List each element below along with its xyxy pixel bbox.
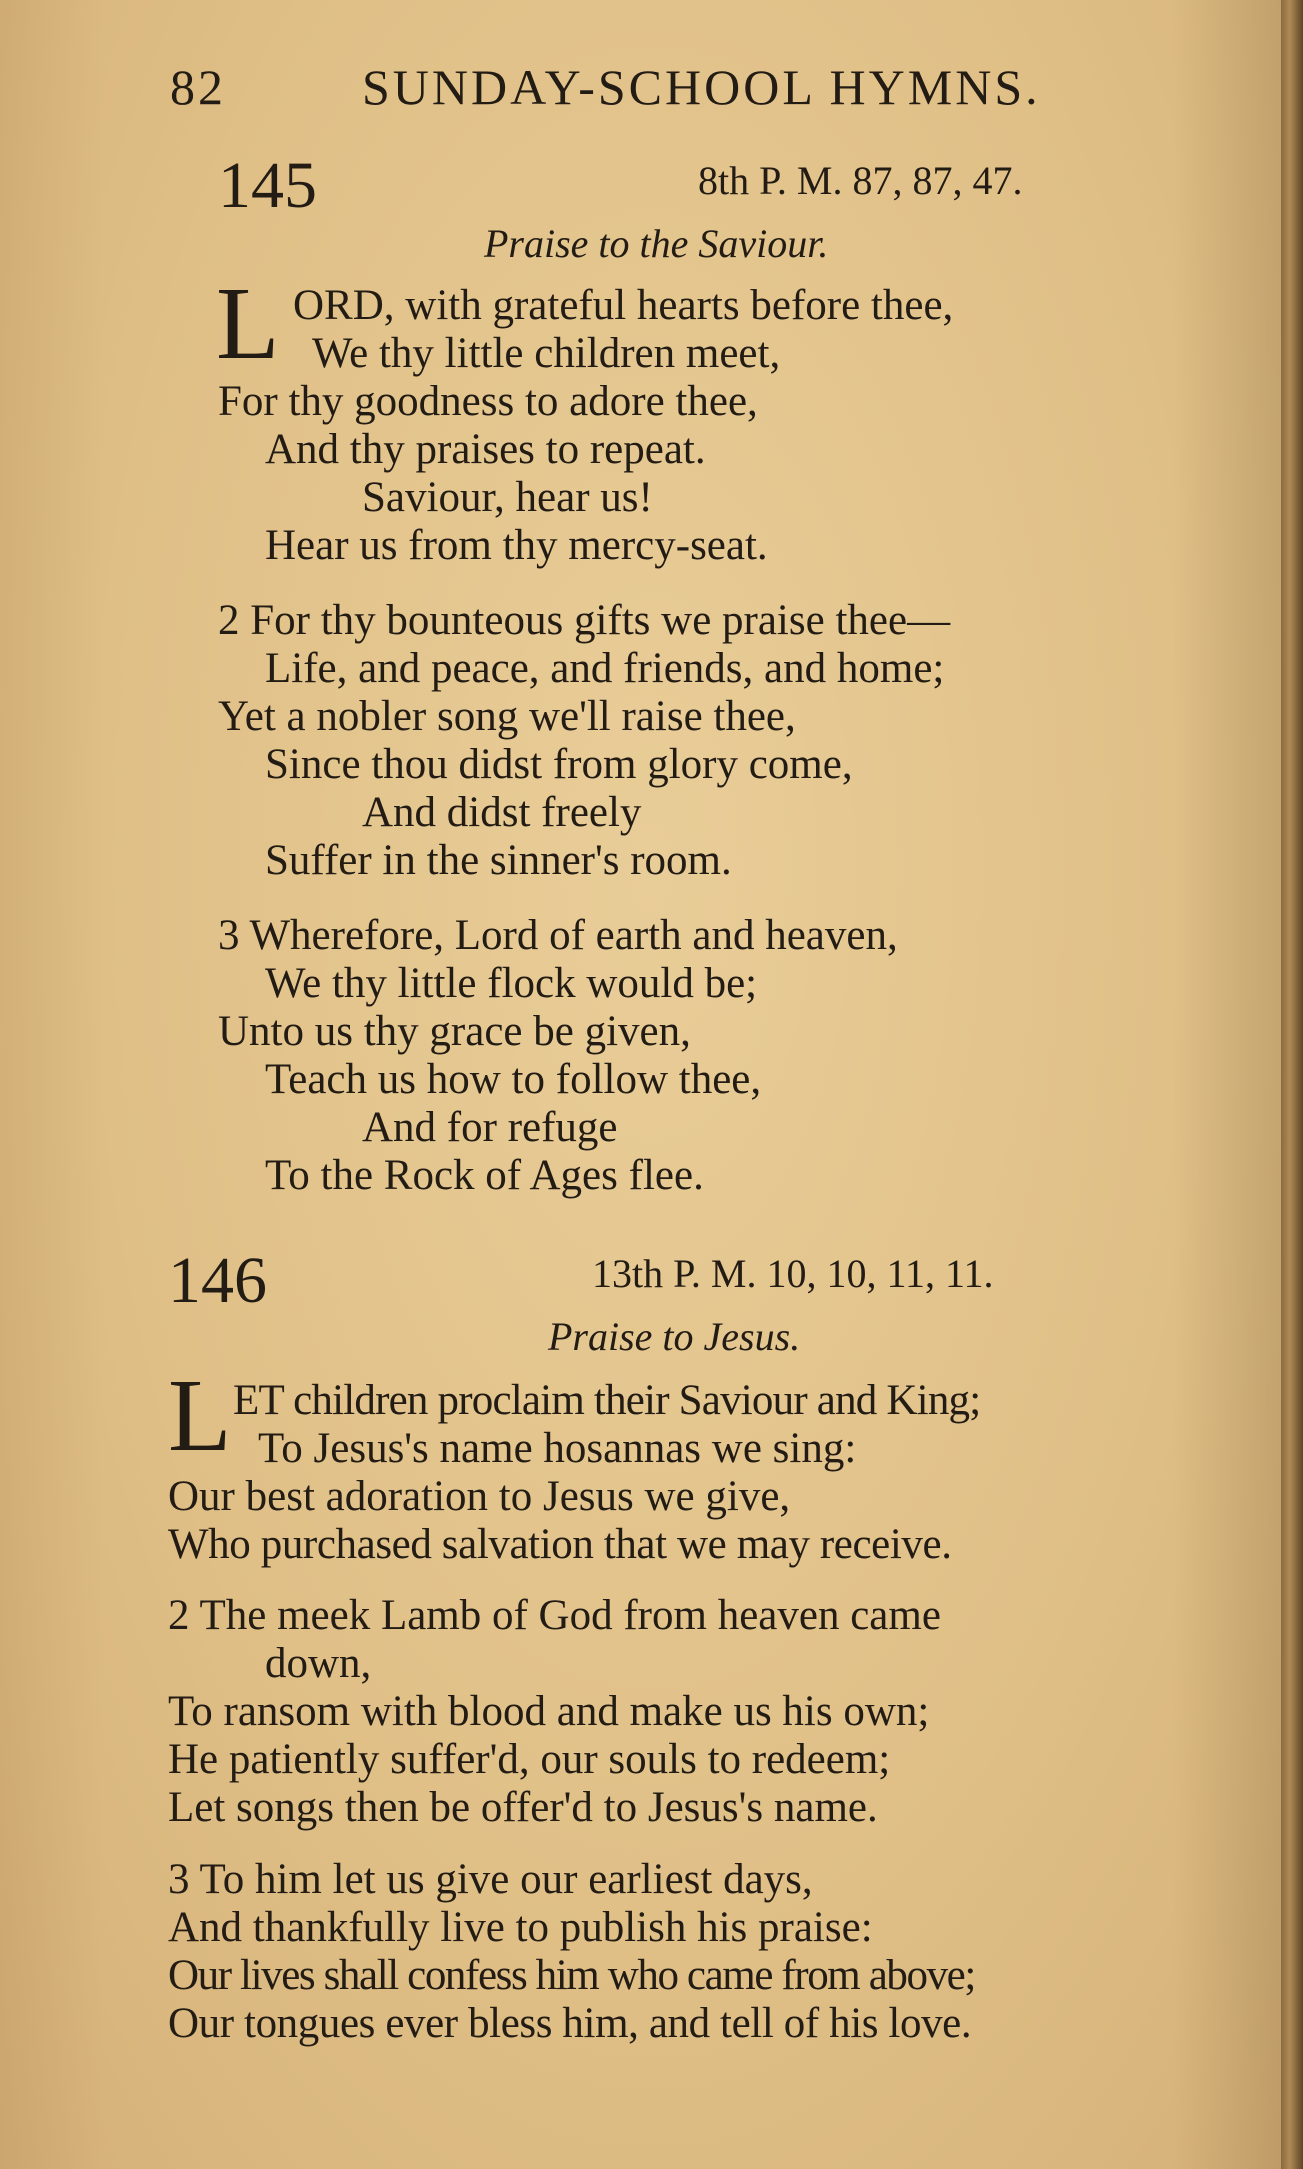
verse-line: We thy little flock would be; xyxy=(265,960,758,1007)
verse-line: Saviour, hear us! xyxy=(362,474,653,521)
verse-line: We thy little children meet, xyxy=(312,330,781,377)
verse-line: ORD, with grateful hearts before th͏ee, xyxy=(293,282,954,329)
verse-line: Suffer in the sinner's room. xyxy=(265,837,732,884)
verse-line: 2 For thy bounteous gifts we praise thee— xyxy=(218,597,951,644)
verse-line: 2 The meek Lamb of God from heaven came xyxy=(168,1592,941,1639)
verse-line: For thy goodness to adore thee, xyxy=(218,378,758,425)
hymn-number: 145 xyxy=(218,149,317,222)
verse-line: Let songs then be offer'd to Jesus's name. xyxy=(168,1784,878,1831)
verse-line: And thankfully live to publish his praise: xyxy=(168,1904,873,1951)
book-spine-edge xyxy=(1281,0,1303,2169)
verse-line: Teach us how to follow thee, xyxy=(265,1056,762,1103)
verse-line: Our tongues ever bless him, and tell of his love. xyxy=(168,2000,972,2047)
hymn-meter: 8th P. M. 87, 87, 47. xyxy=(698,158,1023,203)
verse-line: To ransom with blood and make us his own; xyxy=(168,1688,930,1735)
verse-line: And thy praises to repeat. xyxy=(265,426,706,473)
hymn-number: 146 xyxy=(168,1244,267,1317)
hymn-meter: 13th P. M. 10, 10, 11, 11. xyxy=(592,1251,994,1296)
verse-line: Who purchased salvation that we may receive. xyxy=(168,1521,952,1568)
verse-line: 3 Wherefore, Lord of earth and heaven, xyxy=(218,912,898,959)
verse-line: Since thou didst from glory come, xyxy=(265,741,853,788)
verse-line: Yet a nobler song we'll raise thee, xyxy=(218,693,796,740)
verse-line: Unto us thy grace be given, xyxy=(218,1008,691,1055)
verse-line: Life, and peace, and friends, and home; xyxy=(265,645,945,692)
drop-cap: L xyxy=(216,266,280,381)
verse-line: Hear us from thy mercy-seat. xyxy=(265,522,768,569)
verse-line: He patiently suffer'd, our souls to redeem; xyxy=(168,1736,891,1783)
verse-line: To Jesus's name hosannas we sing: xyxy=(258,1425,857,1472)
verse-line: And for refuge xyxy=(362,1104,618,1151)
hymn-subtitle: Praise to the Saviour. xyxy=(484,221,829,266)
verse-line: ET children proclaim their Saviour and King; xyxy=(233,1377,981,1424)
running-title: SUNDAY-SCHOOL HYMNS. xyxy=(362,59,1041,115)
page-number: 82 xyxy=(170,59,226,115)
verse-line: down, xyxy=(265,1640,372,1687)
verse-line: To the Rock of Ages flee. xyxy=(265,1152,704,1199)
verse-line: Our best adoration to Jesus we give, xyxy=(168,1473,791,1520)
verse-line: 3 To him let us give our earliest days, xyxy=(168,1856,813,1903)
verse-line: Our lives shall confess him who came from above; xyxy=(168,1952,975,1999)
hymn-subtitle: Praise to Jesus. xyxy=(548,1314,801,1359)
verse-line: And didst freely xyxy=(362,789,642,836)
drop-cap: L xyxy=(168,1358,232,1473)
